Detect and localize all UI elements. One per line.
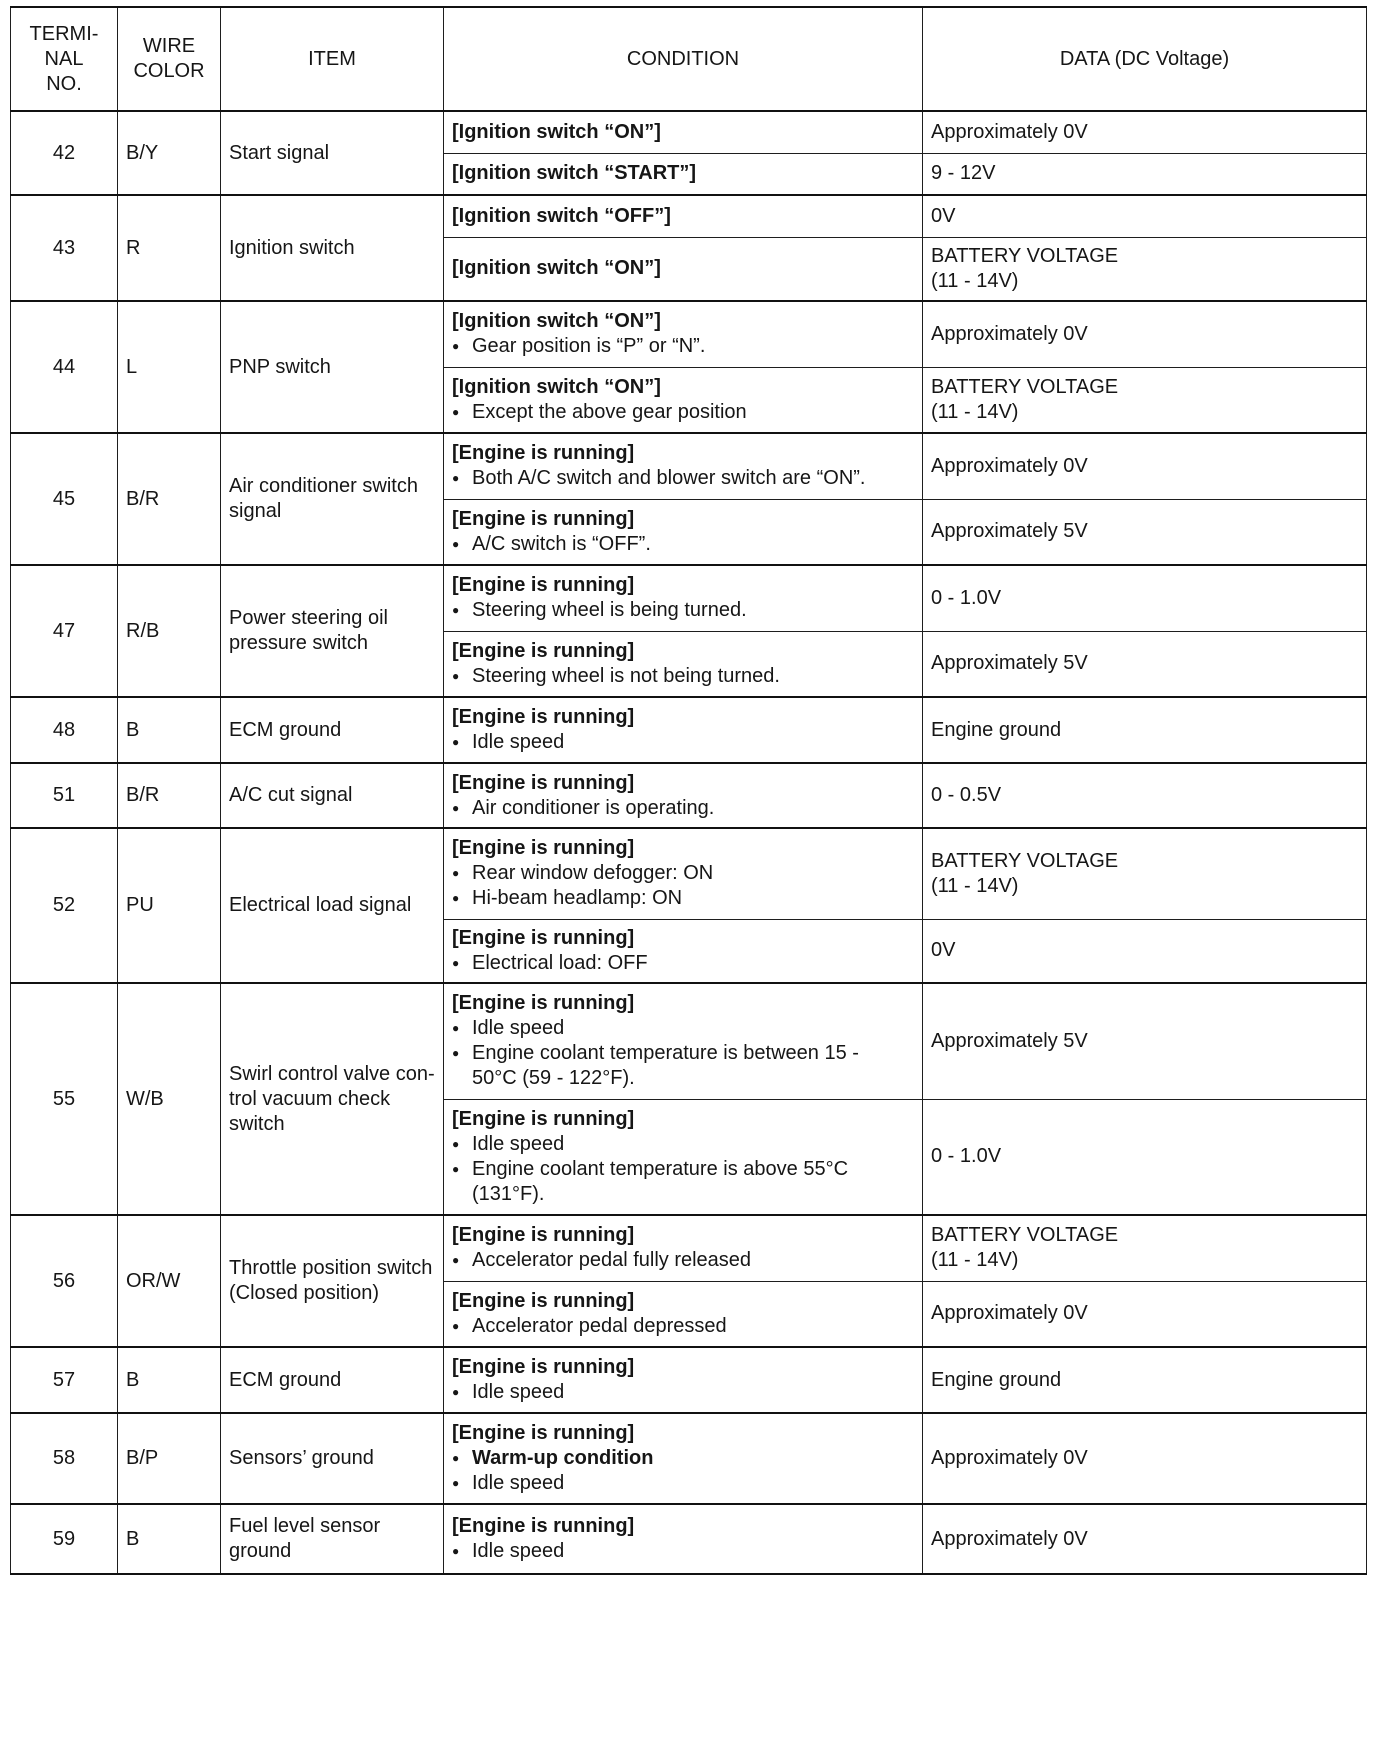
condition-bullet: ● Steering wheel is being turned. [452, 598, 914, 623]
condition-cell [444, 1215, 923, 1281]
condition-cell [444, 919, 923, 983]
table-row [11, 1215, 1367, 1281]
wire-color: B/R [118, 763, 221, 828]
condition-bullet: ● Engine coolant temperature is above 55°C (131°F). [452, 1157, 914, 1207]
item-name: PNP switch [221, 301, 444, 433]
data-value: BATTERY VOLTAGE (11 - 14V) [923, 1215, 1367, 1281]
table-row [11, 697, 1367, 763]
data-value: 9 - 12V [923, 153, 1367, 195]
table-row [11, 1504, 1367, 1574]
wire-color: B [118, 1504, 221, 1574]
condition-heading: [Engine is running] [452, 1515, 635, 1537]
condition-cell [444, 828, 923, 919]
terminal-data-table [10, 6, 1367, 1575]
terminal-number: 51 [11, 763, 118, 828]
condition-cell [444, 565, 923, 631]
condition-cell [444, 237, 923, 301]
condition-bullet: ● Hi-beam headlamp: ON [452, 886, 914, 911]
condition-bullet: ● Idle speed [452, 1471, 914, 1496]
condition-cell [444, 631, 923, 697]
data-value: 0 - 1.0V [923, 1099, 1367, 1215]
data-value: BATTERY VOLTAGE (11 - 14V) [923, 828, 1367, 919]
wire-color: B/Y [118, 111, 221, 195]
condition-cell [444, 1281, 923, 1347]
data-value: Approximately 0V [923, 1413, 1367, 1504]
item-name: Fuel level sensor ground [221, 1504, 444, 1574]
item-name: Power steering oil pressure switch [221, 565, 444, 697]
table-row [11, 433, 1367, 499]
terminal-number: 58 [11, 1413, 118, 1504]
data-value: Approximately 0V [923, 433, 1367, 499]
condition-cell [444, 195, 923, 237]
wire-color: R/B [118, 565, 221, 697]
condition-heading: [Engine is running] [452, 1422, 635, 1444]
condition-heading: [Engine is running] [452, 1356, 635, 1378]
wire-color: OR/W [118, 1215, 221, 1347]
condition-bullet: ● Warm-up condition [452, 1446, 914, 1471]
item-name: Start signal [221, 111, 444, 195]
item-name: A/C cut signal [221, 763, 444, 828]
data-value: Approximately 0V [923, 301, 1367, 367]
condition-cell [444, 1099, 923, 1215]
data-value: Approximately 0V [923, 1281, 1367, 1347]
terminal-number: 55 [11, 983, 118, 1215]
table-row [11, 828, 1367, 919]
wire-color: B/R [118, 433, 221, 565]
condition-cell [444, 301, 923, 367]
header-wire-color: WIRE COLOR [118, 7, 221, 111]
data-value: Approximately 5V [923, 631, 1367, 697]
header-condition: CONDITION [444, 7, 923, 111]
terminal-number: 48 [11, 697, 118, 763]
condition-heading: [Engine is running] [452, 706, 635, 728]
condition-bullet: ● Electrical load: OFF [452, 951, 914, 976]
condition-bullet: ● Accelerator pedal depressed [452, 1314, 914, 1339]
data-value: Approximately 0V [923, 111, 1367, 153]
header-item: ITEM [221, 7, 444, 111]
wire-color: R [118, 195, 221, 301]
condition-heading: [Engine is running] [452, 837, 635, 860]
wire-color: PU [118, 828, 221, 983]
condition-bullet: ● Accelerator pedal fully released [452, 1248, 914, 1273]
table-row [11, 1413, 1367, 1504]
condition-bullet: ● Idle speed [452, 1380, 914, 1405]
table-body [11, 111, 1367, 1574]
table-row [11, 195, 1367, 237]
condition-cell [444, 111, 923, 153]
condition-heading: [Engine is running] [452, 639, 635, 662]
table-header [11, 7, 1367, 111]
data-value: Approximately 5V [923, 983, 1367, 1099]
condition-bullet: ● Steering wheel is not being turned. [452, 664, 914, 689]
terminal-number: 47 [11, 565, 118, 697]
condition-heading: [Engine is running] [452, 1107, 635, 1130]
wire-color: B [118, 1347, 221, 1413]
item-name: Air conditioner switch signal [221, 433, 444, 565]
table-row [11, 1347, 1367, 1413]
data-value: Approximately 0V [923, 1504, 1367, 1574]
condition-cell [444, 1413, 923, 1504]
condition-heading: [Ignition switch “START”] [452, 162, 697, 185]
condition-bullet: ● Idle speed [452, 1016, 914, 1041]
condition-heading: [Engine is running] [452, 771, 635, 794]
condition-heading: [Engine is running] [452, 1289, 635, 1312]
terminal-number: 56 [11, 1215, 118, 1347]
table-row [11, 111, 1367, 153]
condition-cell [444, 983, 923, 1099]
terminal-number: 45 [11, 433, 118, 565]
condition-bullet: ● Idle speed [452, 1132, 914, 1157]
table-row [11, 565, 1367, 631]
item-name: ECM ground [221, 1347, 444, 1413]
data-value: BATTERY VOLTAGE (11 - 14V) [923, 367, 1367, 433]
terminal-number: 42 [11, 111, 118, 195]
condition-bullet: ● Both A/C switch and blower switch are “ON”. [452, 466, 914, 491]
condition-heading: [Ignition switch “ON”] [452, 257, 661, 280]
condition-cell [444, 367, 923, 433]
terminal-number: 57 [11, 1347, 118, 1413]
item-name: Ignition switch [221, 195, 444, 301]
condition-heading: [Engine is running] [452, 507, 635, 530]
condition-heading: [Engine is running] [452, 1224, 635, 1247]
item-name: Sensors’ ground [221, 1413, 444, 1504]
item-name: ECM ground [221, 697, 444, 763]
condition-bullet: ● Idle speed [452, 730, 914, 755]
item-name: Throttle position switch (Closed position) [221, 1215, 444, 1347]
condition-cell [444, 1347, 923, 1413]
terminal-number: 52 [11, 828, 118, 983]
data-value: Engine ground [923, 1347, 1367, 1413]
condition-bullet: ● Except the above gear position [452, 400, 914, 425]
table-row [11, 301, 1367, 367]
condition-heading: [Engine is running] [452, 574, 635, 597]
condition-heading: [Engine is running] [452, 992, 635, 1015]
item-name: Electrical load signal [221, 828, 444, 983]
terminal-number: 59 [11, 1504, 118, 1574]
condition-heading: [Ignition switch “ON”] [452, 310, 661, 333]
data-value: 0 - 0.5V [923, 763, 1367, 828]
condition-cell [444, 499, 923, 565]
table-row [11, 763, 1367, 828]
condition-heading: [Engine is running] [452, 442, 635, 465]
condition-heading: [Ignition switch “OFF”] [452, 204, 671, 227]
condition-bullet: ● Rear window defogger: ON [452, 861, 914, 886]
data-value: Engine ground [923, 697, 1367, 763]
data-value: BATTERY VOLTAGE (11 - 14V) [923, 237, 1367, 301]
terminal-number: 43 [11, 195, 118, 301]
condition-heading: [Ignition switch “ON”] [452, 375, 661, 398]
data-value: 0V [923, 919, 1367, 983]
condition-heading: [Engine is running] [452, 926, 635, 949]
wire-color: L [118, 301, 221, 433]
condition-cell [444, 763, 923, 828]
condition-bullet: ● A/C switch is “OFF”. [452, 532, 914, 557]
condition-cell [444, 153, 923, 195]
terminal-number: 44 [11, 301, 118, 433]
condition-cell [444, 1504, 923, 1574]
condition-bullet: ● Gear position is “P” or “N”. [452, 334, 914, 359]
condition-bullet: ● Engine coolant temperature is between 15 - 50°C (59 - 122°F). [452, 1041, 914, 1091]
header-terminal-no: TERMI- NAL NO. [11, 7, 118, 111]
data-value: 0 - 1.0V [923, 565, 1367, 631]
table-row [11, 983, 1367, 1099]
condition-cell [444, 433, 923, 499]
wire-color: B [118, 697, 221, 763]
condition-cell [444, 697, 923, 763]
condition-bullet: ● Idle speed [452, 1539, 914, 1564]
item-name: Swirl control valve con- trol vacuum check switch [221, 983, 444, 1215]
wire-color: W/B [118, 983, 221, 1215]
data-value: 0V [923, 195, 1367, 237]
condition-bullet: ● Air conditioner is operating. [452, 796, 914, 821]
condition-heading: [Ignition switch “ON”] [452, 120, 661, 143]
data-value: Approximately 5V [923, 499, 1367, 565]
wire-color: B/P [118, 1413, 221, 1504]
header-data: DATA (DC Voltage) [923, 7, 1367, 111]
